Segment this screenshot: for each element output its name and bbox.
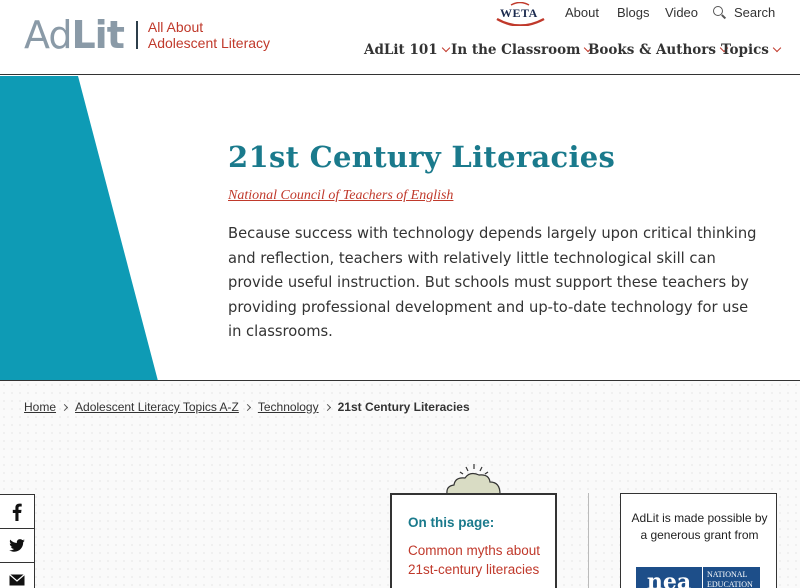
email-icon — [9, 574, 25, 586]
nav-in-the-classroom[interactable]: In the Classroom — [451, 42, 591, 58]
breadcrumb-home[interactable]: Home — [24, 400, 57, 414]
nav-topics[interactable]: Topics — [721, 42, 780, 58]
share-bar — [0, 494, 35, 588]
search-label: Search — [734, 5, 776, 20]
email-share-button[interactable] — [0, 562, 35, 588]
breadcrumb-technology[interactable]: Technology — [257, 400, 319, 414]
site-header — [0, 0, 800, 75]
facebook-share-button[interactable] — [0, 494, 35, 529]
search-button[interactable] — [713, 5, 775, 20]
twitter-share-button[interactable] — [0, 528, 35, 563]
breadcrumb-current: 21st Century Literacies — [337, 400, 470, 414]
page-description: Because success with technology depends largely upon critical thinking and reflection, teachers with relatively little technological skill can provide useful instruction. But schools must support these teachers by providing professional development and up-to-date technology for use in classrooms. — [228, 225, 757, 340]
column-divider — [588, 493, 589, 588]
nav-adlit-101[interactable]: AdLit 101 — [364, 42, 449, 58]
chevron-right-icon — [244, 403, 251, 410]
on-this-page-box — [390, 493, 557, 588]
nav-books-authors[interactable]: Books & Authors — [588, 42, 727, 58]
nav-about-link[interactable]: About — [565, 5, 599, 20]
sponsor-box — [620, 493, 777, 588]
search-icon — [713, 6, 726, 19]
nav-blogs-link[interactable]: Blogs — [617, 5, 650, 20]
author-link[interactable]: National Council of Teachers of English — [228, 188, 454, 203]
chevron-down-icon — [773, 44, 781, 52]
nea-logo[interactable]: nea NATIONAL EDUCATION — [636, 567, 760, 588]
site-logo[interactable] — [24, 14, 270, 56]
hero-section — [0, 76, 800, 381]
logo-divider — [136, 21, 138, 49]
chevron-down-icon — [441, 44, 449, 52]
hero-decorative-shape — [0, 76, 170, 381]
breadcrumb-topics-a-z[interactable]: Adolescent Literacy Topics A-Z — [75, 400, 239, 414]
breadcrumb — [24, 400, 470, 414]
nav-video-link[interactable]: Video — [665, 5, 699, 20]
logo-wordmark: AdLit — [24, 13, 124, 57]
page-title: 21st Century Literacies — [228, 140, 616, 174]
sun-cloud-icon — [444, 462, 504, 496]
on-this-page-link[interactable]: Common myths about 21st-century literacies — [408, 543, 541, 577]
twitter-icon — [9, 539, 25, 552]
chevron-right-icon — [324, 403, 331, 410]
logo-tagline: All About Adolescent Literacy — [147, 19, 271, 51]
weta-logo[interactable]: WETA — [494, 2, 546, 26]
sponsor-text: AdLit is made possible by a generous grant from — [631, 511, 768, 542]
on-this-page-title: On this page: — [408, 515, 495, 530]
chevron-right-icon — [61, 403, 68, 410]
facebook-icon — [12, 503, 22, 521]
